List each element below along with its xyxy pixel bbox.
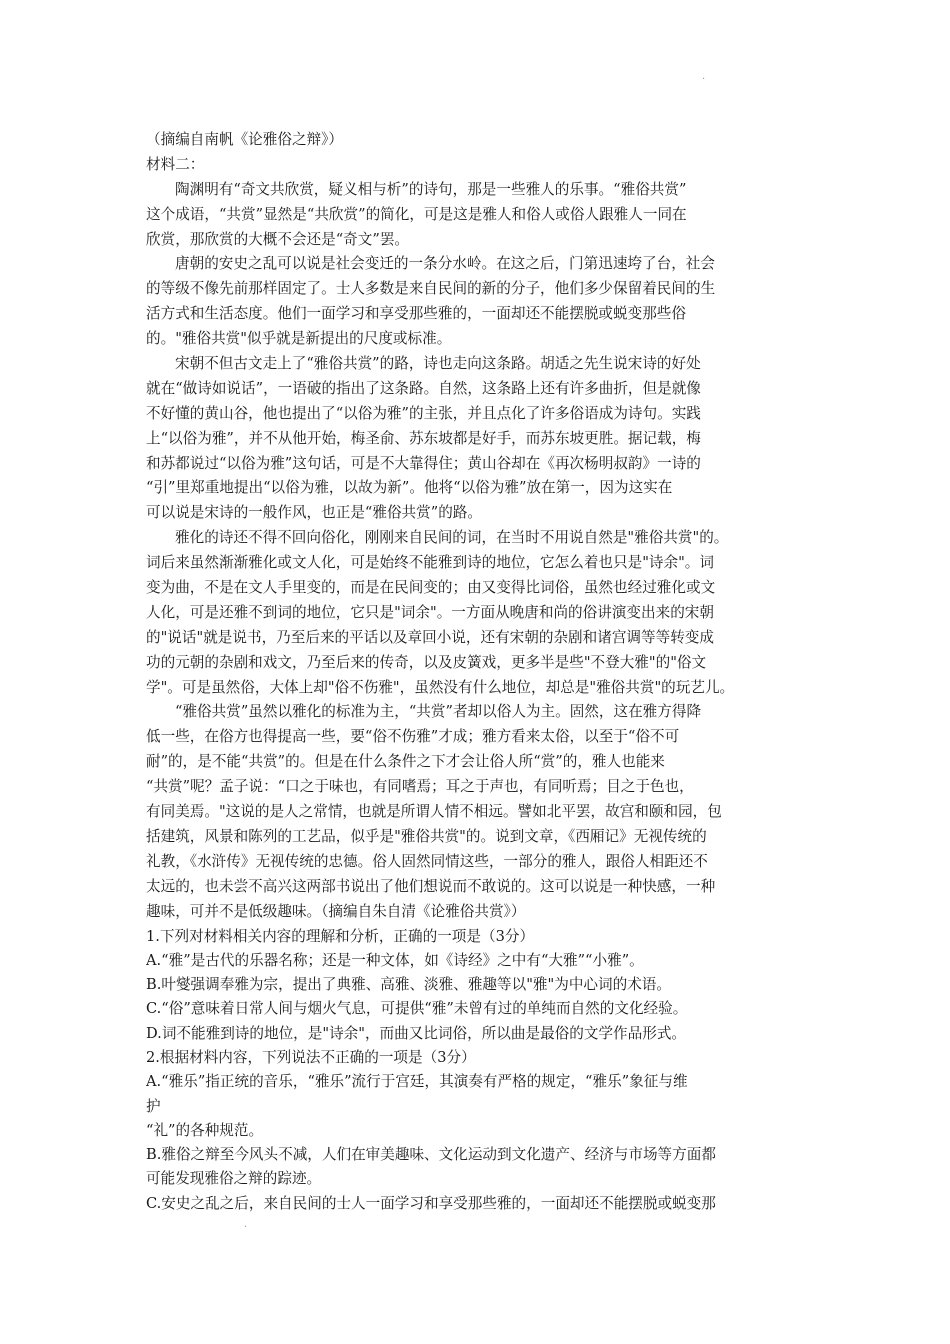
question-1-option-a: A.“雅”是古代的乐器名称；还是一种文体，如《诗经》之中有“大雅”“小雅”。 (146, 951, 644, 969)
text-line: 太远的，也未尝不高兴这两部书说出了他们想说而不敢说的。这可以说是一种快感，一种 (146, 877, 716, 895)
text-line: 上“以俗为雅”，并不从他开始，梅圣俞、苏东坡都是好手，而苏东坡更胜。据记载，梅 (146, 429, 701, 447)
text-line: 学"。可是虽然俗，大体上却"俗不伤雅"，虽然没有什么地位，却总是"雅俗共赏"的玩艺儿。 (146, 678, 735, 696)
text-line: 趣味，可并不是低级趣味。（摘编自朱自清《论雅俗共赏》） (146, 902, 526, 920)
question-1-option-b: B.叶燮强调奉雅为宗，提出了典雅、高雅、淡雅、雅趣等以"雅"为中心词的术语。 (146, 976, 671, 994)
paragraph-2 (146, 252, 816, 352)
question-2-option-b-cont: 可能发现雅俗之辩的踪迹。 (146, 1170, 322, 1188)
text-line: 雅化的诗还不得不回向俗化，刚刚来自民间的词，在当时不用说自然是"雅俗共赏"的。 (175, 529, 729, 547)
text-line: 唐朝的安史之乱可以说是社会变迁的一条分水岭。在这之后，门第迅速垮了台，社会 (175, 255, 715, 273)
text-line: 宋朝不但古文走上了“雅俗共赏”的路，诗也走向这条路。胡适之先生说宋诗的好处 (175, 355, 701, 373)
text-line: 功的元朝的杂剧和戏文，乃至后来的传奇，以及皮簧戏，更多半是些"不登大雅"的"俗文 (146, 653, 707, 671)
source-citation: （摘编自南帆《论雅俗之辩》） (146, 131, 344, 148)
question-2-stem: 2.根据材料内容，下列说法不正确的一项是（3分） (146, 1048, 476, 1066)
text-line: 的"说话"就是说书，乃至后来的平话以及章回小说，还有宋朝的杂剧和诸宫调等等转变成 (146, 628, 714, 646)
question-2-option-a-cont: 护 (146, 1097, 161, 1115)
questions-section (146, 925, 816, 1217)
text-line: 和苏都说过“以俗为雅”这句话，可是不大靠得住；黄山谷却在《再次杨明叔韵》一诗的 (146, 454, 701, 472)
text-line: 不好懂的黄山谷，他也提出了“以俗为雅”的主张，并且点化了许多俗语成为诗句。实践 (146, 404, 701, 422)
text-line: 礼教，《水浒传》无视传统的忠德。俗人固然同情这些，一部分的雅人，跟俗人相距还不 (146, 852, 708, 870)
text-line: 的。"雅俗共赏"似乎就是新提出的尺度或标准。 (146, 330, 452, 348)
text-line: 这个成语，“共赏”显然是“共欣赏”的简化，可是这是雅人和俗人或俗人跟雅人一同在 (146, 205, 687, 223)
footer-dot: · (244, 1222, 248, 1233)
section-title: 材料二： (146, 155, 205, 173)
question-2-option-a: A.“雅乐”指正统的音乐，“雅乐”流行于宫廷，其演奏有严格的规定，“雅乐”象征与维 (146, 1073, 688, 1091)
document-body (146, 128, 816, 1216)
text-line: 欣赏，那欣赏的大概不会还是“奇文”罢。 (146, 230, 410, 248)
text-line: 人化，可是还雅不到词的地位，它只是"词余"。一方面从晚唐和尚的俗讲演变出来的宋朝 (146, 603, 714, 621)
text-line: 词后来虽然渐渐雅化或文人化，可是始终不能雅到诗的地位，它怎么着也只是"诗余"。词 (146, 554, 714, 572)
paragraph-4 (146, 526, 816, 700)
text-line: 耐”的，是不能“共赏”的。但是在什么条件之下才会让俗人所“赏”的，雅人也能来 (146, 753, 665, 771)
question-1-stem: 1.下列对材料相关内容的理解和分析，正确的一项是（3分） (146, 927, 535, 945)
text-line: 括建筑，风景和陈列的工艺品，似乎是"雅俗共赏"的。说到文章，《西厢记》无视传统的 (146, 827, 707, 845)
question-1-option-d: D.词不能雅到诗的地位，是"诗余"，而曲又比词俗，所以曲是最俗的文学作品形式。 (146, 1024, 687, 1042)
text-line: 低一些，在俗方也得提高一些，要“俗不伤雅”才成；雅方看来太俗，以至于“俗不可 (146, 728, 680, 746)
text-line: 有同美焉。"这说的是人之常情，也就是所谓人情不相远。譬如北平罢，故宫和颐和园，包 (146, 803, 722, 821)
text-line: 可以说是宋诗的一般作风，也正是“雅俗共赏”的路。 (146, 504, 482, 522)
question-2-option-b: B.雅俗之辩至今风头不减，人们在审美趣味、文化运动到文化遗产、经济与市场等方面都 (146, 1146, 716, 1164)
paragraph-3 (146, 352, 816, 526)
paragraph-1 (146, 178, 816, 253)
question-1-option-c: C.“俗”意味着日常人间与烟火气息，可提供“雅”未曾有过的单纯而自然的文化经验。 (146, 1000, 688, 1018)
text-line: 陶渊明有“奇文共欣赏，疑义相与析”的诗句，那是一些雅人的乐事。“雅俗共赏” (175, 180, 687, 198)
text-line: “雅俗共赏”虽然以雅化的标准为主，“共赏”者却以俗人为主。固然，这在雅方得降 (175, 703, 702, 721)
paragraph-5 (146, 700, 816, 924)
text-line: 变为曲，不是在文人手里变的，而是在民间变的；由又变得比词俗，虽然也经过雅化或文 (146, 579, 716, 597)
text-line: 的等级不像先前那样固定了。士人多数是来自民间的新的分子，他们多少保留着民间的生 (146, 280, 716, 298)
question-2-option-a-cont: “礼”的各种规范。 (146, 1121, 264, 1139)
text-line: “共赏”呢？孟子说：“口之于味也，有同嗜焉；耳之于声也，有同听焉；目之于色也， (146, 778, 694, 796)
header-dot: · (702, 74, 706, 85)
text-line: 活方式和生活态度。他们一面学习和享受那些雅的，一面却还不能摆脱或蜕变那些俗 (146, 305, 686, 323)
question-2-option-c: C.安史之乱之后，来自民间的士人一面学习和享受那些雅的，一面却还不能摆脱或蜕变那 (146, 1194, 716, 1212)
text-line: “引”里郑重地提出“以俗为雅，以故为新”。他将“以俗为雅”放在第一，因为这实在 (146, 479, 673, 497)
text-line: 就在“做诗如说话”，一语破的指出了这条路。自然，这条路上还有许多曲折，但是就像 (146, 379, 701, 397)
